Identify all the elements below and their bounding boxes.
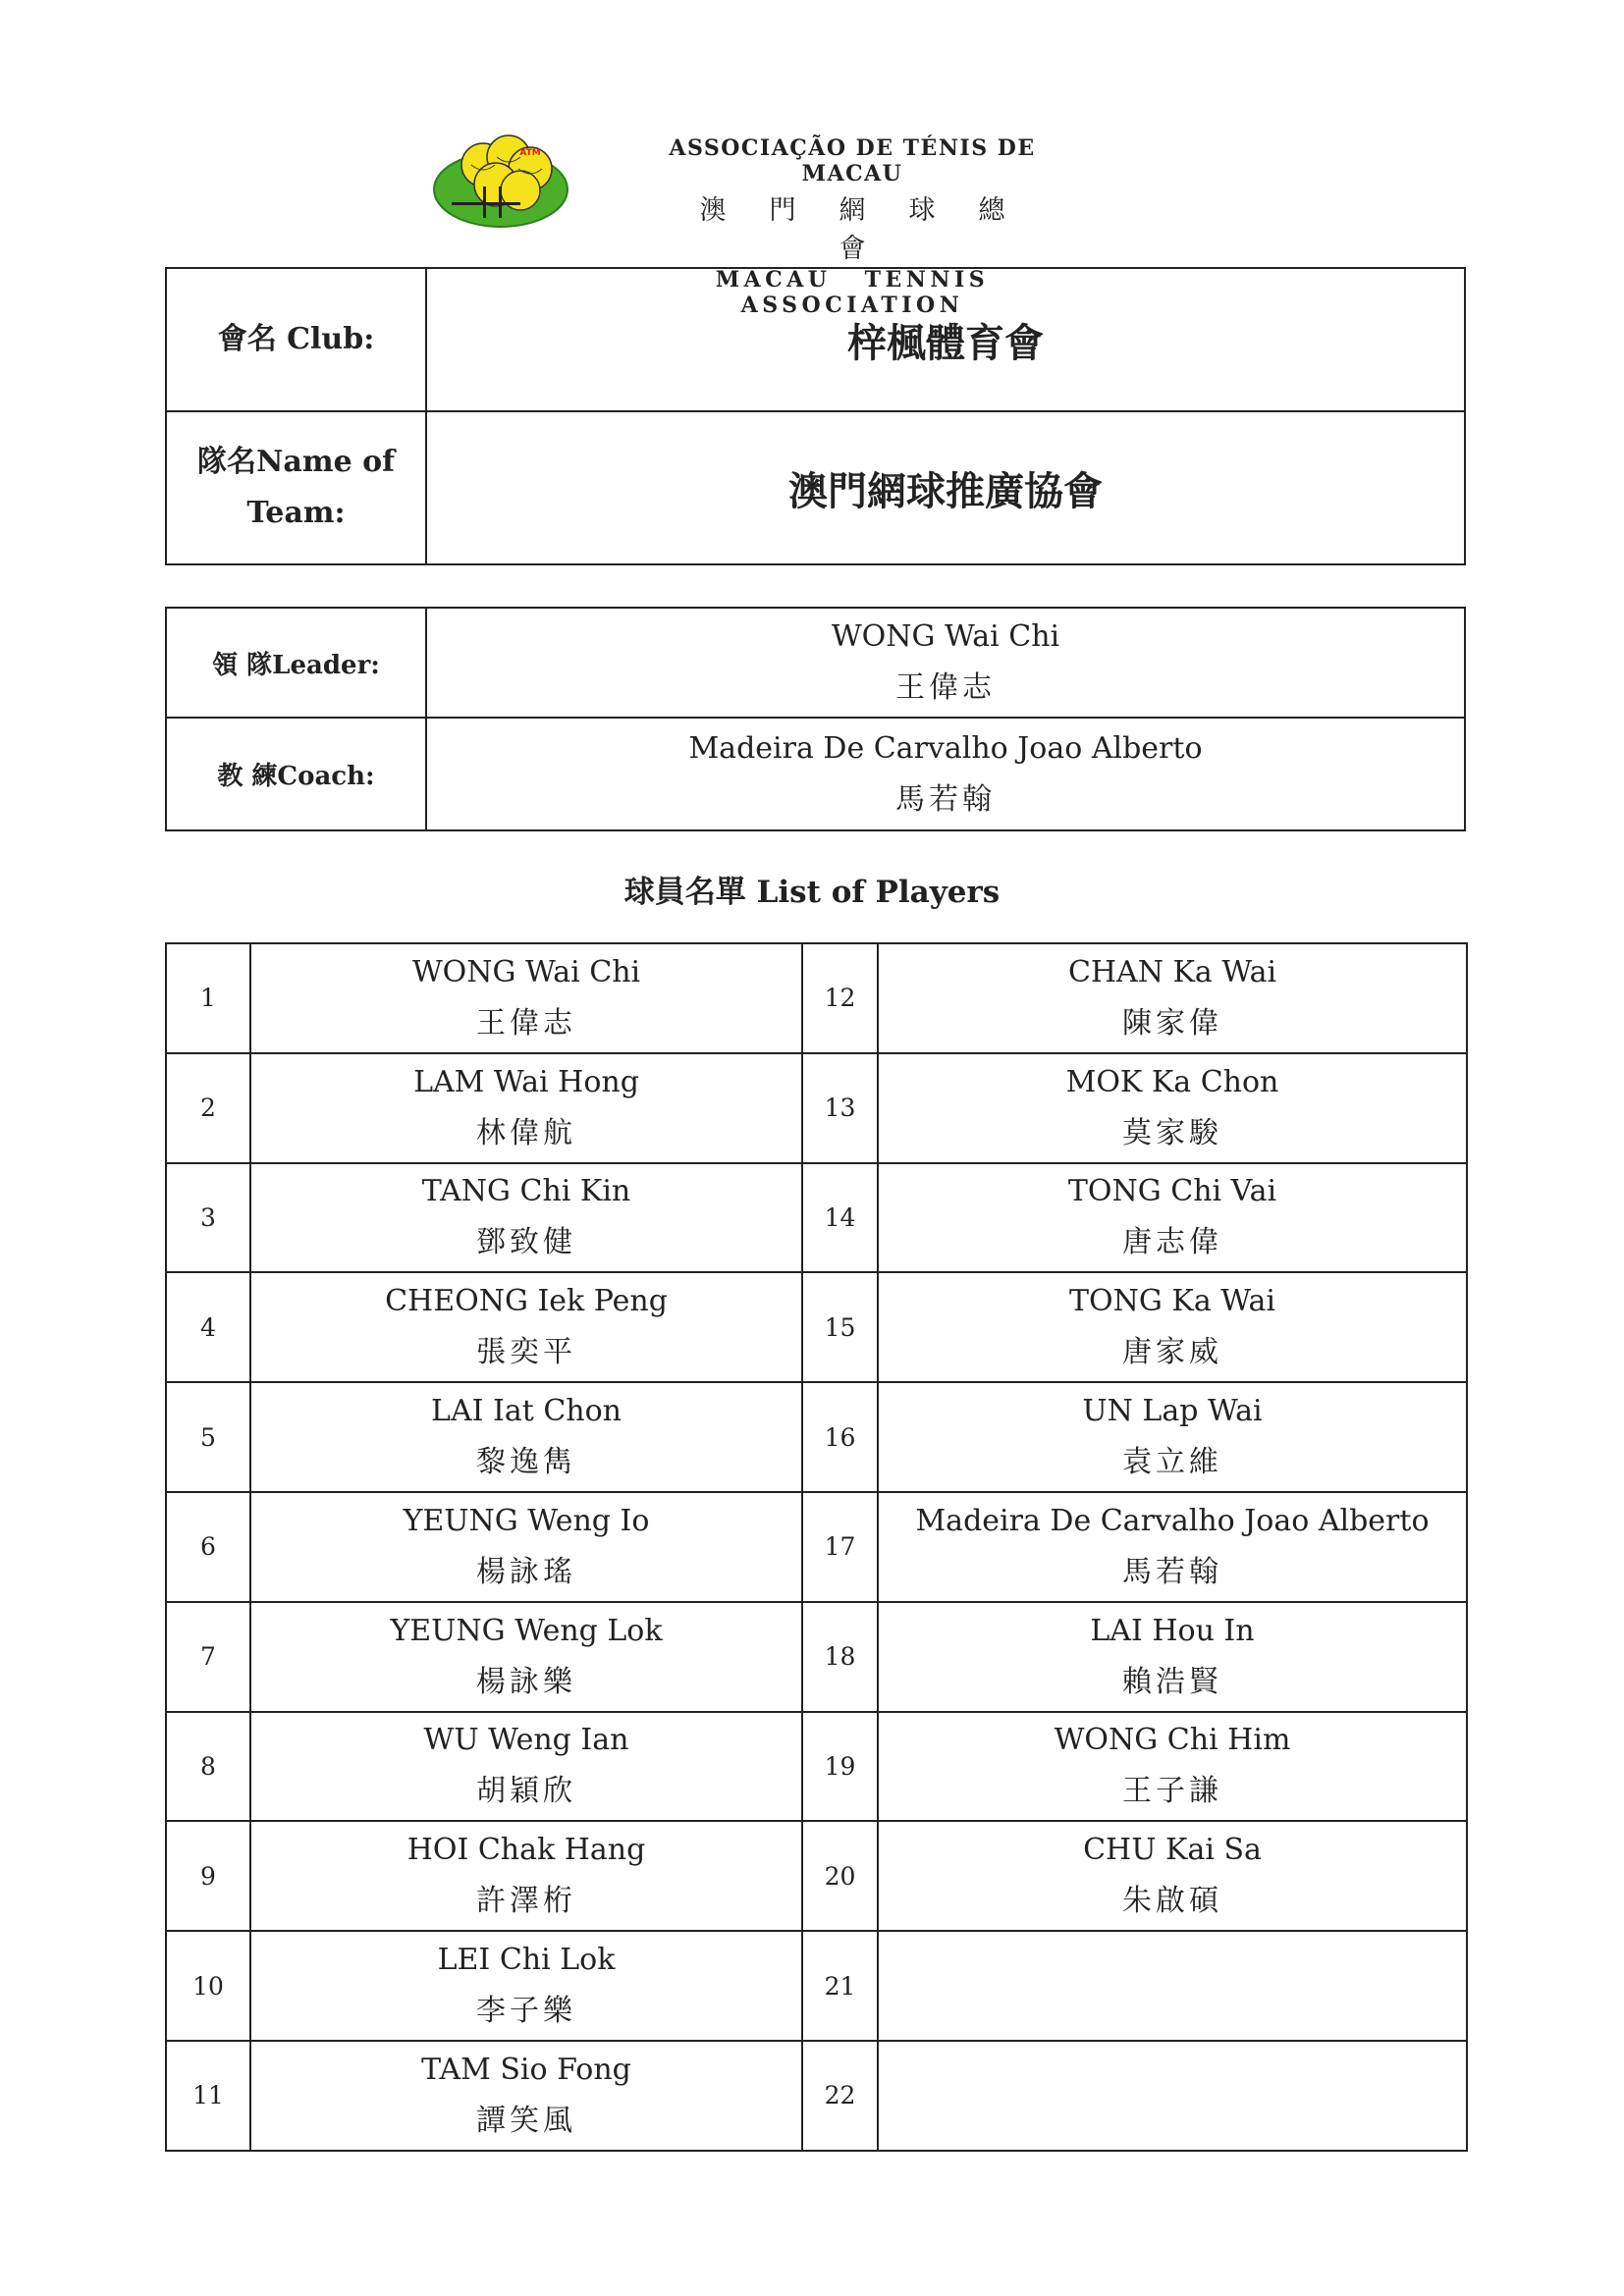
tennis-association-logo bbox=[432, 126, 569, 234]
player-number: 15 bbox=[802, 1272, 878, 1382]
player-name bbox=[878, 1382, 1467, 1492]
player-name-zh: 馬若翰 bbox=[1122, 1554, 1222, 1589]
player-name bbox=[250, 1053, 802, 1163]
player-number: 16 bbox=[802, 1382, 878, 1492]
table-row bbox=[166, 1931, 1467, 2041]
player-name bbox=[250, 1272, 802, 1382]
player-name bbox=[250, 1163, 802, 1273]
player-name-en: TONG Ka Wai bbox=[1069, 1284, 1275, 1319]
leader-value bbox=[426, 608, 1465, 718]
player-name-en: TANG Chi Kin bbox=[421, 1174, 631, 1209]
player-name bbox=[878, 1163, 1467, 1273]
team-value: 澳門網球推廣協會 bbox=[426, 411, 1465, 564]
coach-name-zh: 馬若翰 bbox=[895, 781, 996, 817]
player-name-zh: 袁立維 bbox=[1122, 1445, 1222, 1480]
team-label: 隊名Name of Team: bbox=[166, 411, 426, 564]
player-name-zh: 陳家偉 bbox=[1122, 1005, 1222, 1041]
player-name-en: LAI Iat Chon bbox=[431, 1394, 622, 1429]
player-number: 13 bbox=[802, 1053, 878, 1163]
org-name-portuguese: ASSOCIAÇÃO DE TÉNIS DE MACAU bbox=[669, 135, 1036, 187]
player-name-zh: 唐家威 bbox=[1122, 1335, 1222, 1370]
player-number: 3 bbox=[166, 1163, 250, 1273]
player-name bbox=[878, 2041, 1467, 2151]
player-number: 19 bbox=[802, 1712, 878, 1822]
player-number: 12 bbox=[802, 943, 878, 1053]
player-number: 11 bbox=[166, 2041, 250, 2151]
player-name-zh: 王子謙 bbox=[1122, 1774, 1222, 1809]
player-number: 2 bbox=[166, 1053, 250, 1163]
player-name-en: YEUNG Weng Io bbox=[403, 1503, 650, 1538]
player-name bbox=[250, 1821, 802, 1931]
player-name bbox=[250, 1382, 802, 1492]
player-name bbox=[250, 1931, 802, 2041]
player-name-zh: 賴浩賢 bbox=[1122, 1664, 1222, 1699]
player-name-zh: 莫家駿 bbox=[1122, 1115, 1222, 1150]
org-name-english: MACAU TENNIS ASSOCIATION bbox=[715, 267, 990, 318]
player-number: 8 bbox=[166, 1712, 250, 1822]
player-number: 22 bbox=[802, 2041, 878, 2151]
player-name-zh: 李子樂 bbox=[476, 1994, 576, 2029]
player-name-zh: 鄧致健 bbox=[476, 1225, 576, 1260]
player-name-en: CHU Kai Sa bbox=[1083, 1833, 1262, 1868]
player-name-zh: 張奕平 bbox=[476, 1335, 576, 1370]
player-name bbox=[878, 1602, 1467, 1712]
player-name bbox=[250, 1602, 802, 1712]
player-name-zh: 黎逸雋 bbox=[476, 1445, 576, 1480]
table-row bbox=[166, 1602, 1467, 1712]
player-name bbox=[878, 1053, 1467, 1163]
player-number: 20 bbox=[802, 1821, 878, 1931]
player-name-en: HOI Chak Hang bbox=[406, 1833, 646, 1868]
player-name bbox=[878, 1931, 1467, 2041]
player-name-en: WU Weng Ian bbox=[423, 1723, 629, 1758]
player-name-en: TONG Chi Vai bbox=[1067, 1174, 1277, 1209]
player-name-en: CHEONG Iek Peng bbox=[385, 1284, 668, 1319]
leader-name-en: WONG Wai Chi bbox=[831, 619, 1060, 654]
staff-table bbox=[165, 607, 1466, 831]
coach-name-en: Madeira De Carvalho Joao Alberto bbox=[688, 730, 1203, 766]
table-row bbox=[166, 1163, 1467, 1273]
player-name bbox=[878, 1272, 1467, 1382]
player-number: 4 bbox=[166, 1272, 250, 1382]
player-name-en: LAM Wai Hong bbox=[413, 1064, 639, 1099]
player-name-en: UN Lap Wai bbox=[1082, 1394, 1263, 1429]
player-name bbox=[250, 2041, 802, 2151]
table-row bbox=[166, 1821, 1467, 1931]
players-list-title: 球員名單 List of Players bbox=[623, 875, 1001, 910]
coach-label: 教 練Coach: bbox=[166, 718, 426, 830]
club-value: 梓楓體育會 bbox=[426, 268, 1465, 411]
player-number: 21 bbox=[802, 1931, 878, 2041]
player-number: 9 bbox=[166, 1821, 250, 1931]
player-name-en: CHAN Ka Wai bbox=[1067, 954, 1277, 989]
org-name-chinese: 澳門網球總會 bbox=[699, 195, 1049, 264]
player-name-en: WONG Wai Chi bbox=[411, 954, 641, 989]
player-name bbox=[250, 943, 802, 1053]
leader-label: 領 隊Leader: bbox=[166, 608, 426, 718]
player-name-zh: 唐志偉 bbox=[1122, 1225, 1222, 1260]
table-row bbox=[166, 1272, 1467, 1382]
player-number: 6 bbox=[166, 1492, 250, 1602]
player-number: 7 bbox=[166, 1602, 250, 1712]
table-row bbox=[166, 1053, 1467, 1163]
table-row bbox=[166, 1712, 1467, 1822]
player-number: 5 bbox=[166, 1382, 250, 1492]
player-number: 1 bbox=[166, 943, 250, 1053]
player-name-zh: 王偉志 bbox=[476, 1005, 576, 1041]
table-row bbox=[166, 943, 1467, 1053]
player-name-en: YEUNG Weng Lok bbox=[390, 1613, 663, 1648]
table-row bbox=[166, 1382, 1467, 1492]
player-name-zh: 朱啟碩 bbox=[1122, 1884, 1222, 1919]
table-row bbox=[166, 2041, 1467, 2151]
player-name-en: TAM Sio Fong bbox=[421, 2052, 631, 2087]
player-name bbox=[878, 1492, 1467, 1602]
player-number: 14 bbox=[802, 1163, 878, 1273]
player-name bbox=[250, 1712, 802, 1822]
player-name-zh: 楊詠瑤 bbox=[476, 1554, 576, 1589]
player-name-en: Madeira De Carvalho Joao Alberto bbox=[915, 1503, 1430, 1538]
player-name-en: WONG Chi Him bbox=[1054, 1723, 1291, 1758]
player-number: 17 bbox=[802, 1492, 878, 1602]
player-number: 18 bbox=[802, 1602, 878, 1712]
leader-name-zh: 王偉志 bbox=[895, 670, 996, 705]
player-name-zh: 許澤桁 bbox=[476, 1884, 576, 1919]
players-table bbox=[165, 942, 1468, 2152]
player-name bbox=[878, 943, 1467, 1053]
club-label: 會名 Club: bbox=[166, 268, 426, 411]
letterhead bbox=[432, 126, 1119, 318]
player-name-en: LEI Chi Lok bbox=[437, 1943, 616, 1978]
player-name bbox=[878, 1821, 1467, 1931]
club-team-table bbox=[165, 267, 1466, 565]
logo-text: ATM bbox=[519, 148, 541, 158]
player-name-zh: 楊詠樂 bbox=[476, 1664, 576, 1699]
player-name-en: MOK Ka Chon bbox=[1065, 1064, 1279, 1099]
player-name-en: LAI Hou In bbox=[1090, 1613, 1255, 1648]
player-name bbox=[878, 1712, 1467, 1822]
player-number: 10 bbox=[166, 1931, 250, 2041]
player-name-zh: 譚笑風 bbox=[476, 2103, 576, 2138]
player-name bbox=[250, 1492, 802, 1602]
player-name-zh: 林偉航 bbox=[476, 1115, 576, 1150]
coach-value bbox=[426, 718, 1465, 830]
player-name-zh: 胡穎欣 bbox=[476, 1774, 576, 1809]
table-row bbox=[166, 1492, 1467, 1602]
